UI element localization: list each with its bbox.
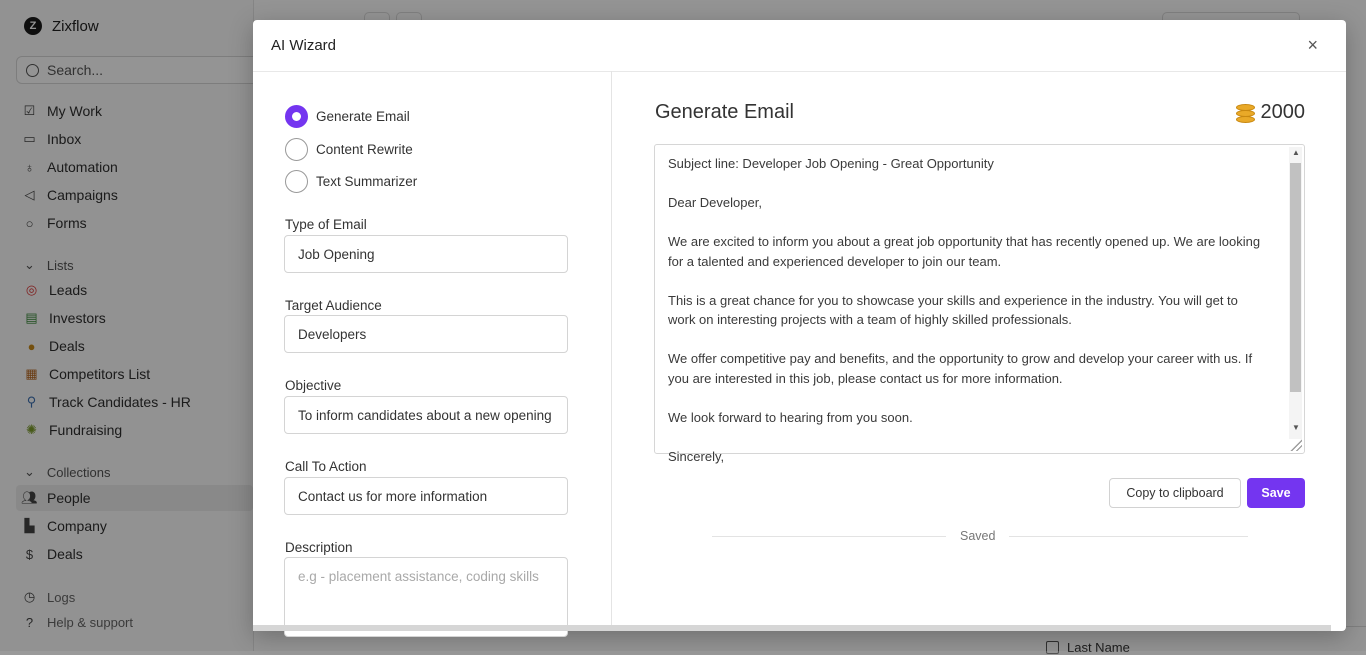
type-of-email-label: Type of Email [285,217,367,232]
sidebar-item-label: Campaigns [47,187,118,203]
output-title: Generate Email [655,101,794,123]
type-of-email-input[interactable] [284,235,568,273]
radio-label: Generate Email [316,109,410,124]
sidebar-item-label: My Work [47,103,102,119]
sidebar-item-label: Forms [47,215,87,231]
megaphone-icon: ◁ [24,187,35,202]
brand-name: Zixflow [52,17,99,35]
sidebar-item-label: Leads [49,282,88,298]
scrollbar-thumb[interactable] [1290,163,1301,392]
objective-label: Objective [285,378,342,393]
sidebar-item-label: Deals [47,546,83,562]
money-bag-emoji-icon: ● [27,338,36,354]
modal-title: AI Wizard [271,37,337,54]
target-audience-input[interactable] [284,315,568,353]
radio-text-summarizer[interactable] [285,170,417,193]
question-icon: ? [25,614,34,630]
dollar-icon: $ [25,546,34,562]
chevron-down-icon: ⌄ [24,257,35,272]
radio-unselected-icon [285,170,308,193]
sidebar-item-label: Track Candidates - HR [49,394,191,410]
collections-title: Collections [46,464,111,480]
sidebar-item-label: Investors [49,310,106,326]
sidebar-item-label: Competitors List [49,366,151,382]
scroll-down-arrow-icon[interactable]: ▼ [1292,423,1300,432]
sidebar-item-label: Logs [47,589,76,605]
copy-to-clipboard-button[interactable]: Copy to clipboard [1109,478,1241,508]
field-row-label: Last Name [1067,640,1130,655]
modal-header [253,20,1346,72]
chat-bubble-icon: ○ [25,215,34,231]
zixflow-logo-icon: Z [24,17,42,35]
sidebar-search-placeholder: Search... [47,62,104,78]
close-icon[interactable]: × [1307,35,1318,55]
radio-generate-email[interactable] [285,105,410,128]
target-audience-label: Target Audience [285,298,382,313]
sparkle-emoji-icon: ✺ [26,422,37,437]
clock-icon: ◷ [23,589,36,604]
email-scrollbar[interactable] [1289,147,1302,439]
sidebar-item-label: Deals [49,338,85,354]
sidebar-item-label: Company [47,518,107,534]
sidebar-item-label: People [47,490,91,506]
sidebar-item-label: Inbox [47,131,82,147]
radio-unselected-icon [285,138,308,161]
modal-horizontal-scrollbar[interactable] [253,625,1331,631]
radio-selected-icon [285,105,308,128]
call-to-action-input[interactable] [284,477,568,515]
saved-status: Saved [946,529,1009,543]
radio-label: Text Summarizer [316,174,418,189]
sidebar-item-label: Automation [47,159,118,175]
radio-label: Content Rewrite [316,142,413,157]
magnifier-emoji-icon: ⚲ [26,394,37,409]
credits-value: 2000 [1260,101,1305,123]
credits-display [1236,101,1306,124]
sidebar-item-label: Help & support [47,614,133,630]
coins-icon [1236,103,1255,123]
ai-wizard-modal [253,20,1346,631]
generated-email-textarea[interactable] [654,144,1305,464]
building-icon: ▙ [24,518,35,533]
target-emoji-icon: ◎ [25,282,38,297]
scroll-up-arrow-icon[interactable]: ▲ [1292,148,1300,157]
money-emoji-icon: ▤ [25,310,38,325]
people-icon: 👥︎ [21,490,38,505]
call-to-action-label: Call To Action [285,459,367,474]
resize-handle-icon[interactable] [1289,438,1302,451]
checkbox-icon: ☑ [23,103,36,118]
lightbulb-icon: ♁ [24,159,35,175]
sidebar-item-label: Fundraising [49,422,123,438]
lists-title: Lists [46,257,74,273]
wizard-output-pane [612,71,1346,627]
clapper-emoji-icon: ▦ [25,366,38,381]
generated-email-text: Subject line: Developer Job Opening - Great Opportunity Dear Developer, We are excited to inform you about a great job opportunity that has recently opened up. We are looking for a talented and experienced developer to join our team. This is a great chance for you to showcase your skills and experience in the industry. You will get to work on interesting projects with a team of highly skilled professionals. We offer competitive pay and benefits, and the opportunity to grow and develop your career with us. If you are interested in this job, please contact us for more information. We look forward to hearing from you soon. Sincerely, [668,156,1261,464]
radio-content-rewrite[interactable] [285,138,413,161]
inbox-icon: ▭ [23,131,36,146]
description-label: Description [285,540,353,555]
wizard-form-pane [253,71,612,627]
objective-input[interactable] [284,396,568,434]
save-button[interactable]: Save [1247,478,1305,508]
chevron-down-icon: ⌄ [24,464,35,479]
